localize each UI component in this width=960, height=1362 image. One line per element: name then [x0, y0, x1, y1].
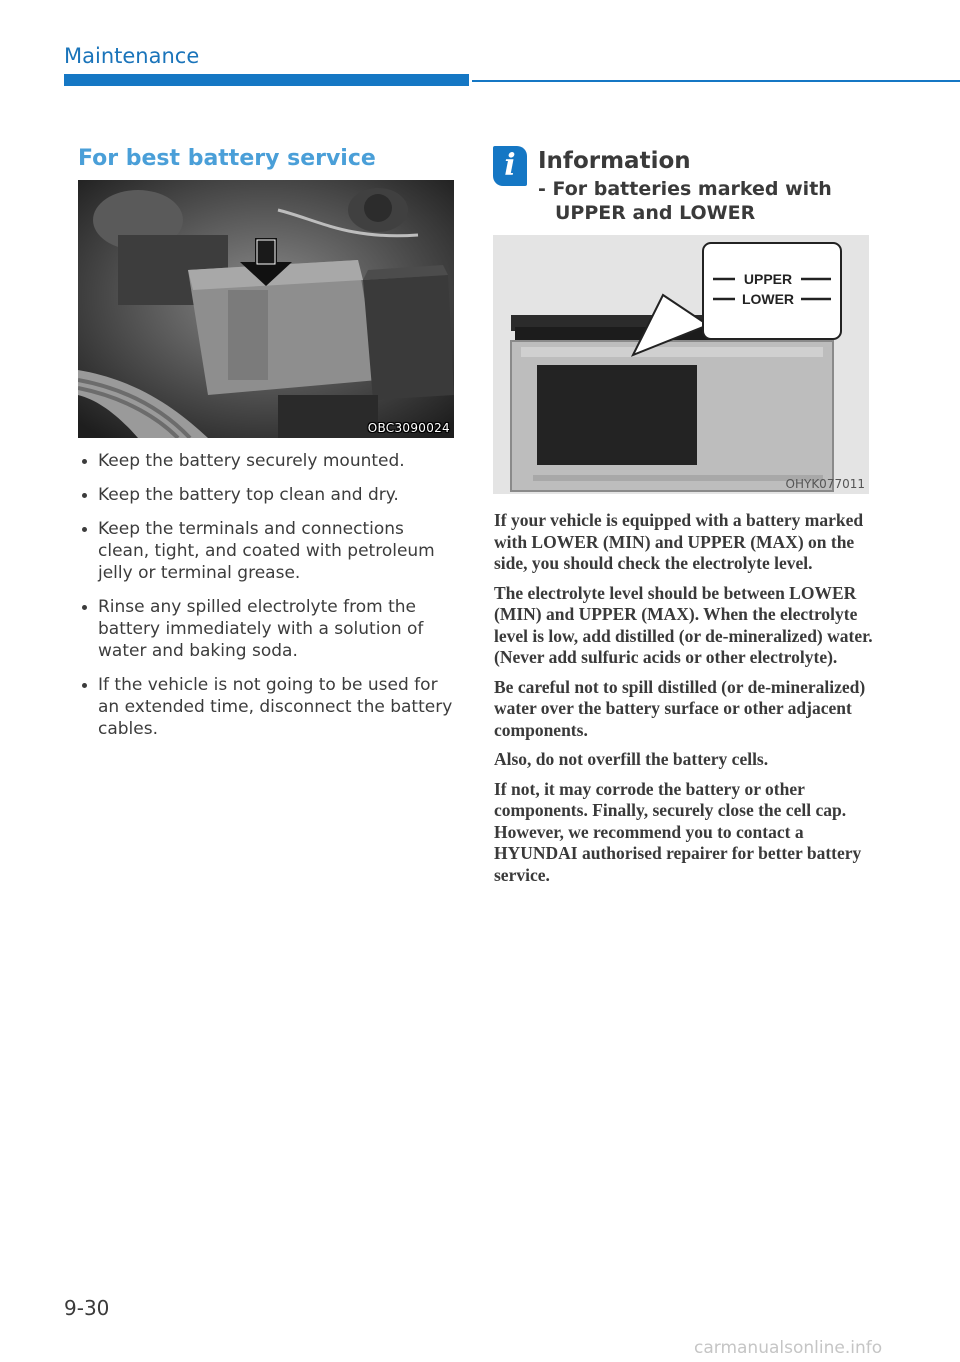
engine-bay-illustration — [78, 180, 454, 438]
header-rule-thin — [472, 80, 960, 82]
info-paragraph: If not, it may corrode the battery or other components. Finally, securely close the cell cap. However, we recommend you to contact a HYUNDAI authorised repairer for better battery service. — [494, 778, 862, 885]
info-paragraph: Also, do not overfill the battery cells. — [494, 749, 769, 769]
list-item: Keep the battery securely mounted. — [78, 450, 458, 472]
info-paragraph: The electrolyte level should be between LOWER (MIN) and UPPER (MAX). When the electrolyte level is low, add distilled (or de-mineralized) water. (Never add sulfuric acids or other electrolyte). — [494, 582, 873, 667]
info-body — [494, 510, 874, 894]
info-title: Information — [538, 148, 691, 174]
watermark: carmanualsonline.info — [694, 1338, 883, 1358]
info-paragraph: If your vehicle is equipped with a battery marked with LOWER (MIN) and UPPER (MAX) on the side, you should check the electrolyte level. — [494, 510, 864, 573]
section-header: Maintenance — [64, 44, 200, 68]
info-subtitle-line1: - For batteries marked with — [538, 178, 832, 200]
battery-illustration — [493, 235, 869, 494]
bullet-list — [78, 450, 458, 752]
section-title: For best battery service — [78, 146, 376, 171]
info-icon: i — [493, 146, 527, 186]
info-subtitle-line2: UPPER and LOWER — [555, 202, 756, 224]
page-number: 9-30 — [64, 1296, 110, 1320]
list-item: Rinse any spilled electrolyte from the battery immediately with a solution of water and baking soda. — [78, 596, 458, 662]
header-rule-thick — [64, 74, 469, 86]
lower-label: LOWER — [741, 291, 795, 307]
photo-code: OBC3090024 — [367, 421, 450, 435]
info-paragraph: Be careful not to spill distilled (or de-mineralized) water over the battery surface or other adjacent components. — [494, 676, 866, 740]
list-item: Keep the battery top clean and dry. — [78, 484, 458, 506]
list-item: Keep the terminals and connections clean, tight, and coated with petroleum jelly or terminal grease. — [78, 518, 458, 584]
list-item: If the vehicle is not going to be used for an extended time, disconnect the battery cables. — [78, 674, 458, 740]
upper-label: UPPER — [743, 271, 793, 287]
figure-code: OHYK077011 — [785, 477, 865, 491]
battery-level-figure — [493, 235, 869, 494]
engine-bay-photo — [78, 180, 454, 438]
